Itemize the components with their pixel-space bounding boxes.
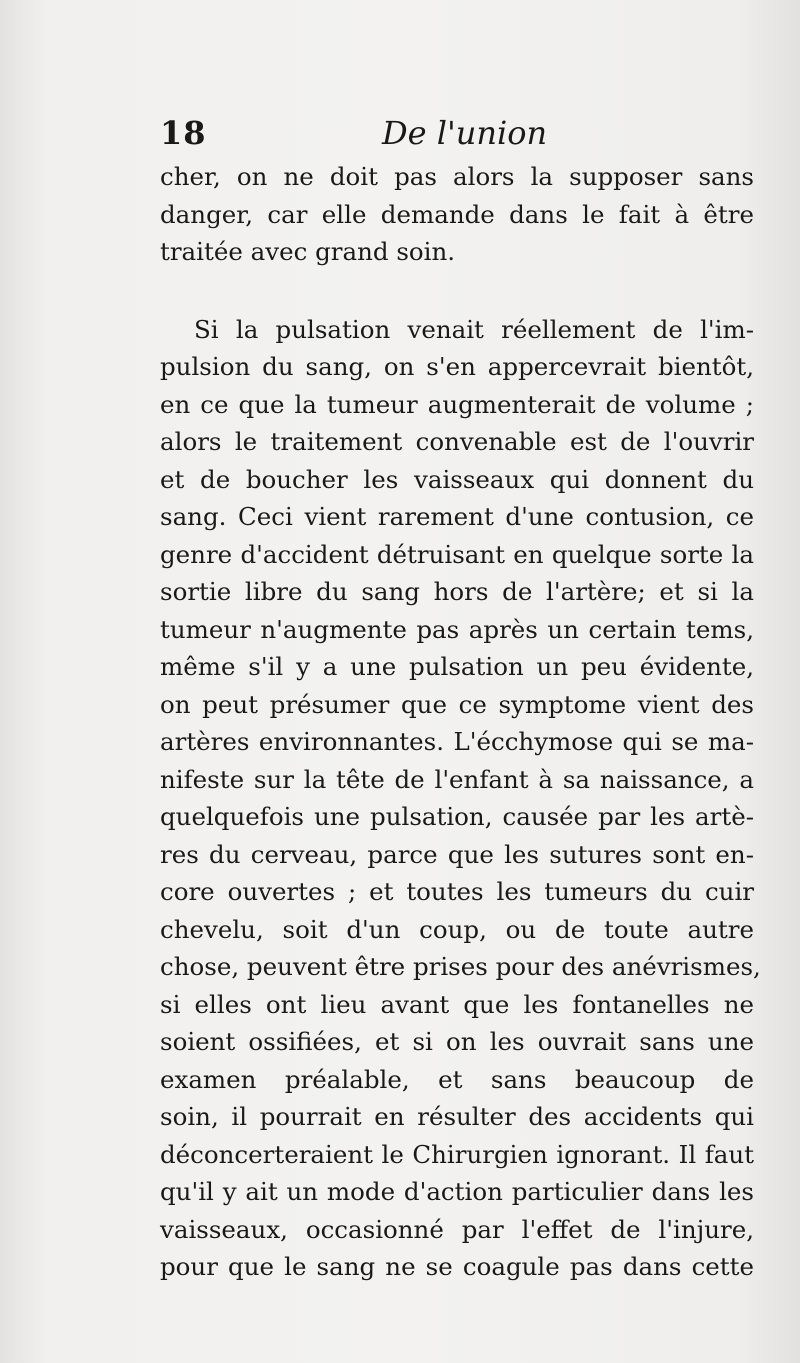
- text-line: vaisseaux, occasionné par l'effet de l'injure,: [160, 1214, 754, 1244]
- text-line: quelquefois une pulsation, causée par les artè-: [160, 802, 754, 831]
- text-line: en ce que la tumeur augmenterait de volume ;: [160, 389, 754, 419]
- text-line: nifeste sur la tête de l'enfant à sa naissance, a: [160, 764, 754, 794]
- text-line: Si la pulsation venait réellement de l'im-: [194, 314, 754, 344]
- text-line: danger, car elle demande dans le fait à être: [160, 199, 754, 229]
- text-line: alors le traitement convenable est de l'ouvrir: [160, 427, 754, 456]
- text-line: pour que le sang ne se coagule pas dans cette: [160, 1252, 754, 1281]
- text-line: si elles ont lieu avant que les fontanelles ne: [160, 989, 754, 1019]
- text-line: sortie libre du sang hors de l'artère; et si la: [160, 577, 754, 606]
- text-line: et de boucher les vaisseaux qui donnent du: [160, 464, 754, 494]
- text-line: pulsion du sang, on s'en appercevrait bientôt,: [160, 352, 754, 381]
- running-title: De l'union: [382, 114, 548, 152]
- text-line: sang. Ceci vient rarement d'une contusion, ce: [160, 502, 754, 531]
- page-number: 18: [160, 114, 207, 152]
- text-line: genre d'accident détruisant en quelque sorte la: [160, 539, 754, 569]
- text-line: on peut présumer que ce symptome vient des: [160, 689, 754, 719]
- text-line: tumeur n'augmente pas après un certain tems,: [160, 614, 754, 644]
- text-line: examen préalable, et sans beaucoup de: [160, 1064, 754, 1094]
- text-line: artères environnantes. L'écchymose qui se ma-: [160, 727, 754, 756]
- text-line: déconcerteraient le Chirurgien ignorant. Il faut: [160, 1139, 754, 1169]
- text-line: chevelu, soit d'un coup, ou de toute autre: [160, 914, 754, 944]
- text-line: soin, il pourrait en résulter des accidents qui: [160, 1102, 754, 1131]
- text-line: cher, on ne doit pas alors la supposer sans: [160, 162, 754, 191]
- paragraph-1: [160, 158, 754, 271]
- body-text: [160, 158, 761, 1286]
- text-line: core ouvertes ; et toutes les tumeurs du cuir: [160, 877, 754, 906]
- text-line: traitée avec grand soin.: [160, 237, 456, 266]
- text-line: qu'il y ait un mode d'action particulier dans les: [160, 1177, 754, 1206]
- paragraph-gap: [160, 271, 754, 311]
- text-line: chose, peuvent être prises pour des anévrismes,: [160, 952, 761, 981]
- page-header: [160, 114, 750, 164]
- text-line: soient ossifiées, et si on les ouvrait sans une: [160, 1027, 754, 1056]
- text-line: même s'il y a une pulsation un peu évidente,: [160, 652, 754, 681]
- paragraph-2: [160, 311, 761, 1286]
- text-line: res du cerveau, parce que les sutures sont en-: [160, 839, 754, 869]
